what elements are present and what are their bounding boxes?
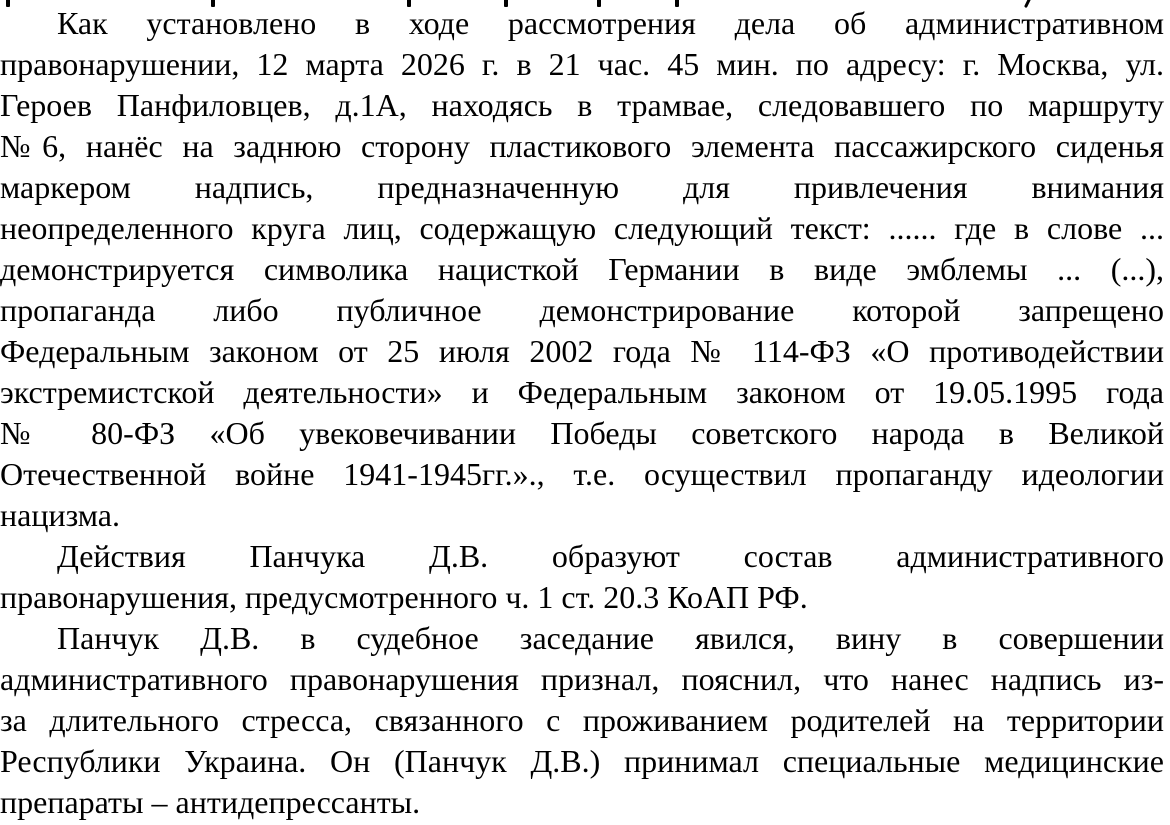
text-line: Панчук Д.В. в судебное заседание явился, вину в совершении [57,620,1164,656]
text-line: Отечественной войне 1941-1945гг.»., т.е. осуществил пропаганду идеологии [0,456,1164,492]
text-line: правонарушения, предусмотренного ч. 1 ст. 20.3 КоАП РФ. [0,579,808,615]
text-line: №6, нанёс на заднюю сторону пластикового элемента пассажирского сиденья [0,128,1164,164]
text-line: Федеральным законом от 25 июля 2002 года № 114-ФЗ «О противодействии [0,333,1164,369]
text-line: за длительного стресса, связанного с проживанием родителей на территории [0,702,1164,738]
text-line: Республики Украина. Он (Панчук Д.В.) принимал специальные медицинские [0,743,1164,779]
text-line: препараты – антидепрессанты. [0,784,421,820]
text-line: маркером надпись, предназначенную для привлечения внимания [0,169,1164,205]
text-line: Как установлено в ходе рассмотрения дела об административном [57,5,1164,41]
text-line: Действия Панчука Д.В. образуют состав административного [57,538,1164,574]
paragraph [0,618,1164,823]
text-line: нацизма. [0,497,120,533]
text-line: правонарушении, 12 марта 2026 г. в 21 час. 45 мин. по адресу: г. Москва, ул. [0,46,1164,82]
text-line: неопределенного круга лиц, содержащую следующий текст: ...... где в слове ... [0,210,1164,246]
text-line: Героев Панфиловцев, д.1А, находясь в трамвае, следовавшего по маршруту [0,87,1164,123]
text-line: демонстрируется символика нацисткой Германии в виде эмблемы ... (...), [0,251,1164,287]
paragraph [0,3,1164,536]
document-text [0,3,1164,823]
text-line: № 80-ФЗ «Об увековечивании Победы советского народа в Великой [0,415,1164,451]
paragraph [0,536,1164,618]
text-line: экстремистской деятельности» и Федеральным законом от 19.05.1995 года [0,374,1164,410]
text-line: пропаганда либо публичное демонстрирование которой запрещено [0,292,1164,328]
text-line: административного правонарушения признал, пояснил, что нанес надпись из- [0,661,1164,697]
